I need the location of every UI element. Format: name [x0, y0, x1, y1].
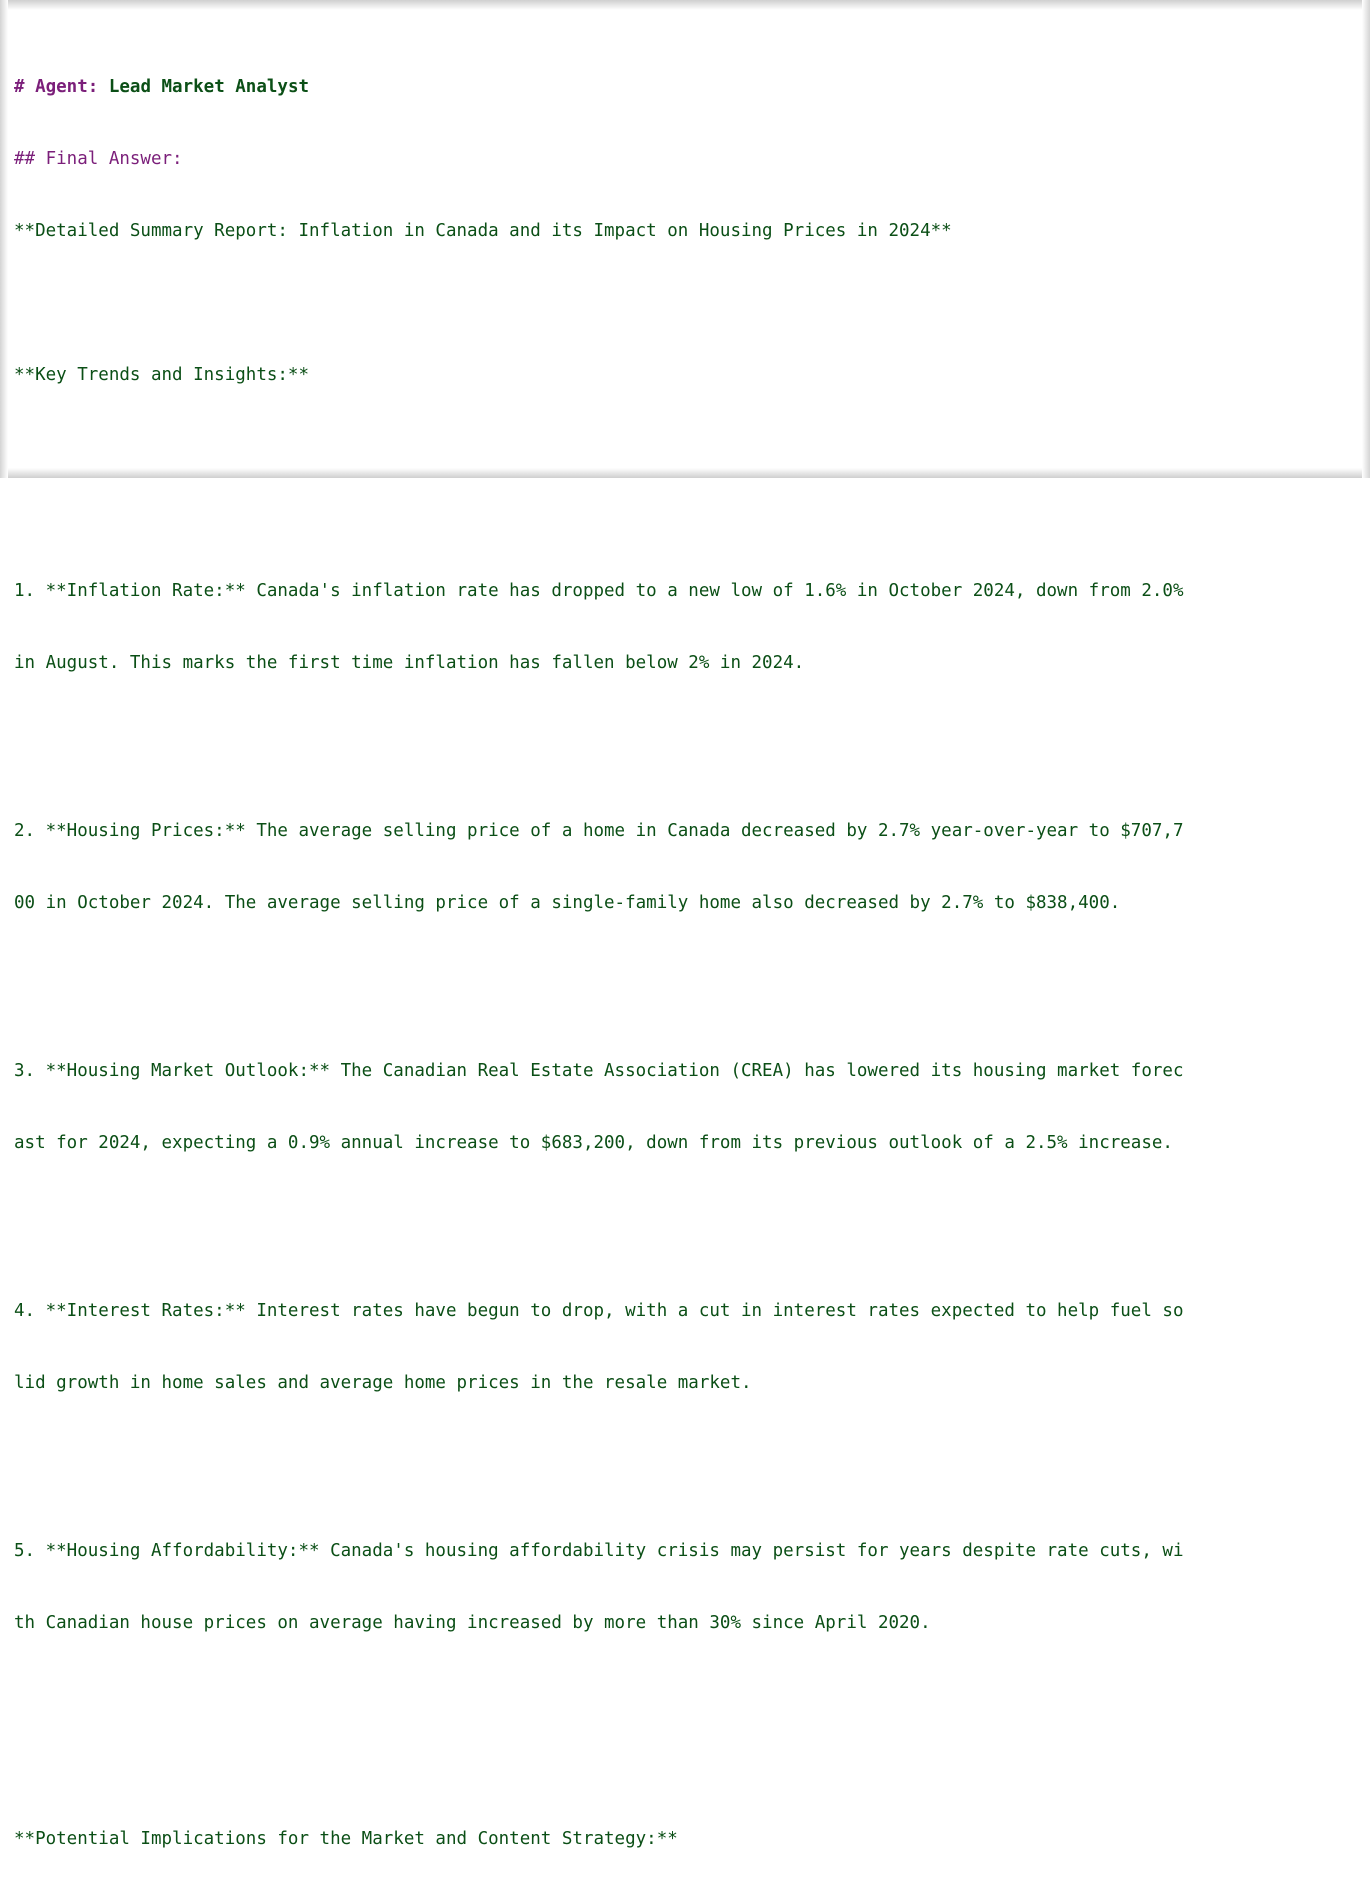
blank-line: [14, 1755, 1354, 1779]
key-trends-heading: **Key Trends and Insights:**: [14, 365, 310, 385]
list-item: [14, 1251, 1354, 1443]
list-item-line: lid growth in home sales and average home prices in the resale market.: [14, 1373, 752, 1393]
agent-output-text: [14, 27, 1354, 1899]
list-item: [14, 771, 1354, 963]
report-title: **Detailed Summary Report: Inflation in Canada and its Impact on Housing Prices in 2024**: [14, 221, 952, 241]
list-item-line: 1. **Inflation Rate:** Canada's inflation rate has dropped to a new low of 1.6% in October 2024, down from 2.0%: [14, 581, 1184, 601]
list-item: [14, 531, 1354, 723]
list-item: [14, 1011, 1354, 1203]
agent-name: Lead Market Analyst: [108, 77, 310, 97]
agent-header-line: [14, 75, 1354, 99]
panel-shadow-left: [0, 0, 8, 478]
list-item-line: 2. **Housing Prices:** The average selling price of a home in Canada decreased by 2.7% year-over-year to $707,7: [14, 821, 1184, 841]
panel-shadow-top: [0, 0, 1370, 10]
final-answer-heading: ## Final Answer:: [14, 149, 183, 169]
list-item: [14, 1491, 1354, 1683]
list-item-line: ast for 2024, expecting a 0.9% annual increase to $683,200, down from its previous outlook of a 2.5% increase.: [14, 1133, 1173, 1153]
list-item-line: th Canadian house prices on average having increased by more than 30% since April 2020.: [14, 1613, 931, 1633]
list-item-line: 4. **Interest Rates:** Interest rates have begun to drop, with a cut in interest rates expected to help fuel so: [14, 1301, 1184, 1321]
panel-shadow-right: [1362, 0, 1370, 478]
list-item-line: 3. **Housing Market Outlook:** The Canadian Real Estate Association (CREA) has lowered its housing market forec: [14, 1061, 1184, 1081]
list-item-line: 00 in October 2024. The average selling price of a single-family home also decreased by 2.7% to $838,400.: [14, 893, 1121, 913]
agent-prefix: # Agent:: [14, 77, 99, 97]
implications-heading: **Potential Implications for the Market and Content Strategy:**: [14, 1829, 678, 1849]
list-item-line: 5. **Housing Affordability:** Canada's housing affordability crisis may persist for years despite rate cuts, wi: [14, 1541, 1184, 1561]
blank-line: [14, 435, 1354, 459]
list-item-line: in August. This marks the first time inflation has fallen below 2% in 2024.: [14, 653, 805, 673]
blank-line: [14, 291, 1354, 315]
